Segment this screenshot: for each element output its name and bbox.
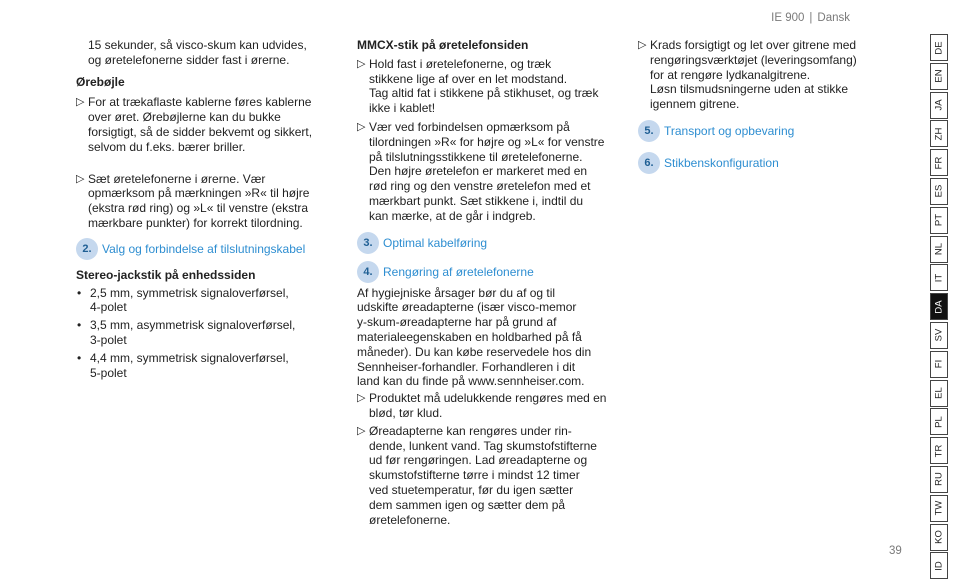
section-title: Rengøring af øretelefonerne xyxy=(383,264,534,279)
language-tab-it[interactable] xyxy=(930,264,948,291)
list-item xyxy=(76,351,338,381)
language-tab-nl[interactable] xyxy=(930,236,948,263)
text-line: ud før rengøringen. Lad øreadapterne og xyxy=(369,453,588,468)
language-tab-label: ZH xyxy=(933,127,945,141)
text-line: kan mærke, at de går i indgreb. xyxy=(369,208,536,223)
language-tab-label: IT xyxy=(933,273,945,283)
language-tab-label: NL xyxy=(933,243,945,256)
product-name: IE 900 xyxy=(771,12,805,24)
section-6-heading xyxy=(638,152,890,174)
text-line: Den højre øretelefon er markeret med en xyxy=(369,164,588,179)
language-tab-pl[interactable] xyxy=(930,408,948,435)
language-tab-id[interactable] xyxy=(930,552,948,579)
text-line: udskifte øreadapterne (især visco-memor xyxy=(357,300,577,315)
triangle-bullet-icon: ▷ xyxy=(357,120,366,133)
page-number: 39 xyxy=(889,545,902,557)
bullet-icon: • xyxy=(77,318,82,333)
mmcx-instruction-1 xyxy=(357,57,627,116)
text-line: land kan du finde på www.sennheiser.com. xyxy=(357,374,585,389)
section-title: Valg og forbindelse af tilslutningskabel xyxy=(102,241,306,256)
triangle-bullet-icon: ▷ xyxy=(357,424,366,437)
text-line: Af hygiejniske årsager bør du af og til xyxy=(357,285,556,300)
language-tab-es[interactable] xyxy=(930,178,948,205)
text-line: Vær ved forbindelsen opmærksom på xyxy=(369,119,570,134)
section-5-heading xyxy=(638,120,890,142)
text-line: måneder). Du kan købe reservedele hos din xyxy=(357,344,592,359)
language-tab-ru[interactable] xyxy=(930,466,948,493)
text-line: og øretelefonerne sidder fast i ørerne. xyxy=(88,52,290,67)
text-line: rød ring og den venstre øretelefon med et xyxy=(369,179,591,194)
text-line: tilordningen »R« for højre og »L« for venstre xyxy=(369,134,605,149)
header-language: Dansk xyxy=(817,12,850,24)
language-tab-en[interactable] xyxy=(930,63,948,90)
page-header xyxy=(771,12,850,24)
ear-hook-instruction-2 xyxy=(76,172,338,231)
language-tab-ko[interactable] xyxy=(930,524,948,551)
section-number-badge: 3. xyxy=(357,232,379,254)
text-line: skumstofstifterne tørre i mindst 12 timer xyxy=(369,468,580,483)
triangle-bullet-icon: ▷ xyxy=(357,392,366,405)
text-line: dende, lunkent vand. Tag skumstofstifterne xyxy=(369,438,597,453)
list-item xyxy=(76,286,338,316)
language-tab-label: PT xyxy=(933,214,945,227)
section-3-heading xyxy=(357,232,627,254)
text-line: Hold fast i øretelefonerne, og træk xyxy=(369,56,552,71)
language-tab-fr[interactable] xyxy=(930,149,948,176)
language-tab-label: PL xyxy=(933,416,945,428)
text-line: ved stuetemperatur, før du igen sætter xyxy=(369,482,574,497)
section-number-badge: 2. xyxy=(76,238,98,260)
mmcx-heading: MMCX-stik på øretelefonsiden xyxy=(357,38,529,52)
language-tab-tw[interactable] xyxy=(930,495,948,522)
bullet-icon: • xyxy=(77,350,82,365)
header-separator: | xyxy=(809,12,813,24)
language-tab-zh[interactable] xyxy=(930,120,948,147)
language-tab-tr[interactable] xyxy=(930,437,948,464)
text-line: opmærksom på mærkningen »R« til højre xyxy=(88,186,310,201)
text-line: 5-polet xyxy=(90,365,127,380)
text-line: Løsn tilsmudsningerne uden at stikke xyxy=(650,82,849,97)
column-2 xyxy=(357,38,627,527)
bullet-icon: • xyxy=(77,285,82,300)
section-number-badge: 6. xyxy=(638,152,660,174)
text-line: forsigtigt, så de sidder bekvemt og sikkert, xyxy=(88,124,313,139)
language-tab-de[interactable] xyxy=(930,34,948,61)
text-line: Krads forsigtigt og let over gitrene med xyxy=(650,38,857,52)
triangle-bullet-icon: ▷ xyxy=(76,96,85,109)
column-1 xyxy=(76,38,338,380)
text-line: mærkbare punkter) for korrekt tilordning. xyxy=(88,215,303,230)
section-title: Optimal kabelføring xyxy=(383,235,488,250)
text-line: For at trækaflaste kablerne føres kablerne xyxy=(88,95,312,110)
text-line: på tilslutningsstikkene til øretelefonerne. xyxy=(369,149,583,164)
language-tab-sv[interactable] xyxy=(930,322,948,349)
text-line: igennem gitrene. xyxy=(650,97,740,112)
text-line: materialeegenskaben en holdbarhed på få xyxy=(357,329,582,344)
language-tab-label: FR xyxy=(933,156,945,170)
language-tab-fi[interactable] xyxy=(930,351,948,378)
language-tab-label: EN xyxy=(933,69,945,83)
text-line: 3,5 mm, asymmetrisk signaloverførsel, xyxy=(90,318,296,333)
text-line: selvom du f.eks. bærer briller. xyxy=(88,139,246,154)
stereo-jack-heading: Stereo-jackstik på enhedssiden xyxy=(76,267,256,282)
triangle-bullet-icon: ▷ xyxy=(76,172,85,185)
triangle-bullet-icon: ▷ xyxy=(638,39,647,51)
text-line: for at rengøre lydkanalgitrene. xyxy=(650,67,811,82)
text-line: stikkene lige af over en let modstand. xyxy=(369,71,568,86)
language-tab-label: TR xyxy=(933,444,945,457)
language-tab-label: TW xyxy=(933,500,945,516)
section-4-heading xyxy=(357,261,627,283)
text-line: ikke i kablet! xyxy=(369,101,436,116)
text-line: y-skum-øreadapterne har på grund af xyxy=(357,315,557,330)
ear-hook-instruction-1 xyxy=(76,95,338,154)
ear-hook-heading: Ørebøjle xyxy=(76,74,125,89)
language-tab-label: DE xyxy=(933,40,945,55)
text-line: Sæt øretelefonerne i ørerne. Vær xyxy=(88,171,266,186)
language-tab-label: DA xyxy=(933,300,945,314)
text-line: over øret. Ørebøjlerne kan du bukke xyxy=(88,110,281,125)
cleaning-paragraph xyxy=(357,286,627,390)
language-tab-label: RU xyxy=(933,472,945,487)
section-2-heading xyxy=(76,238,338,260)
text-line: Øreadapterne kan rengøres under rin- xyxy=(369,423,572,438)
text-line: Produktet må udelukkende rengøres med en xyxy=(369,391,607,406)
section-title: Stikbenskonfiguration xyxy=(664,155,779,170)
text-line: (ekstra rød ring) og »L« til venstre (ekstra xyxy=(88,201,309,216)
language-tab-label: JA xyxy=(933,99,945,111)
language-tab-pt[interactable] xyxy=(930,207,948,234)
text-line: 3-polet xyxy=(90,332,127,347)
language-tab-label: KO xyxy=(933,530,945,544)
text-line: øretelefonerne. xyxy=(369,512,451,527)
text-line: mærkbart punkt. Sæt stikkene i, indtil du xyxy=(369,193,584,208)
text-line: blød, tør klud. xyxy=(369,405,443,420)
language-tab-label: EL xyxy=(933,387,945,399)
grille-cleaning-instruction xyxy=(638,38,890,112)
language-tab-el[interactable] xyxy=(930,380,948,407)
column-3 xyxy=(638,38,890,174)
language-tab-label: ID xyxy=(933,561,945,571)
language-tab-da[interactable] xyxy=(930,293,948,320)
language-tab-label: SV xyxy=(933,329,945,342)
language-tabs xyxy=(930,34,948,581)
triangle-bullet-icon: ▷ xyxy=(357,57,366,70)
mmcx-instruction-2 xyxy=(357,120,627,224)
text-line: rengøringsværktøjet (leveringsomfang) xyxy=(650,52,857,67)
text-line: Tag altid fat i stikkene på stikhuset, og træk xyxy=(369,86,599,101)
section-number-badge: 5. xyxy=(638,120,660,142)
section-title: Transport og opbevaring xyxy=(664,123,795,138)
text-line: 15 sekunder, så visco-skum kan udvides, xyxy=(88,38,307,52)
text-line: Sennheiser-forhandler. Forhandleren i dit xyxy=(357,359,576,374)
cleaning-instruction-1 xyxy=(357,391,627,421)
language-tab-ja[interactable] xyxy=(930,92,948,119)
text-line: 2,5 mm, symmetrisk signaloverførsel, xyxy=(90,285,289,300)
section-number-badge: 4. xyxy=(357,261,379,283)
language-tab-label: ES xyxy=(933,185,945,198)
cleaning-instruction-2 xyxy=(357,424,627,528)
language-tab-label: FI xyxy=(933,360,945,369)
text-line: 4-polet xyxy=(90,300,127,315)
text-line: 4,4 mm, symmetrisk signaloverførsel, xyxy=(90,350,289,365)
list-item xyxy=(76,318,338,348)
text-line: dem sammen igen og sætter dem på xyxy=(369,497,566,512)
intro-text xyxy=(76,38,338,68)
